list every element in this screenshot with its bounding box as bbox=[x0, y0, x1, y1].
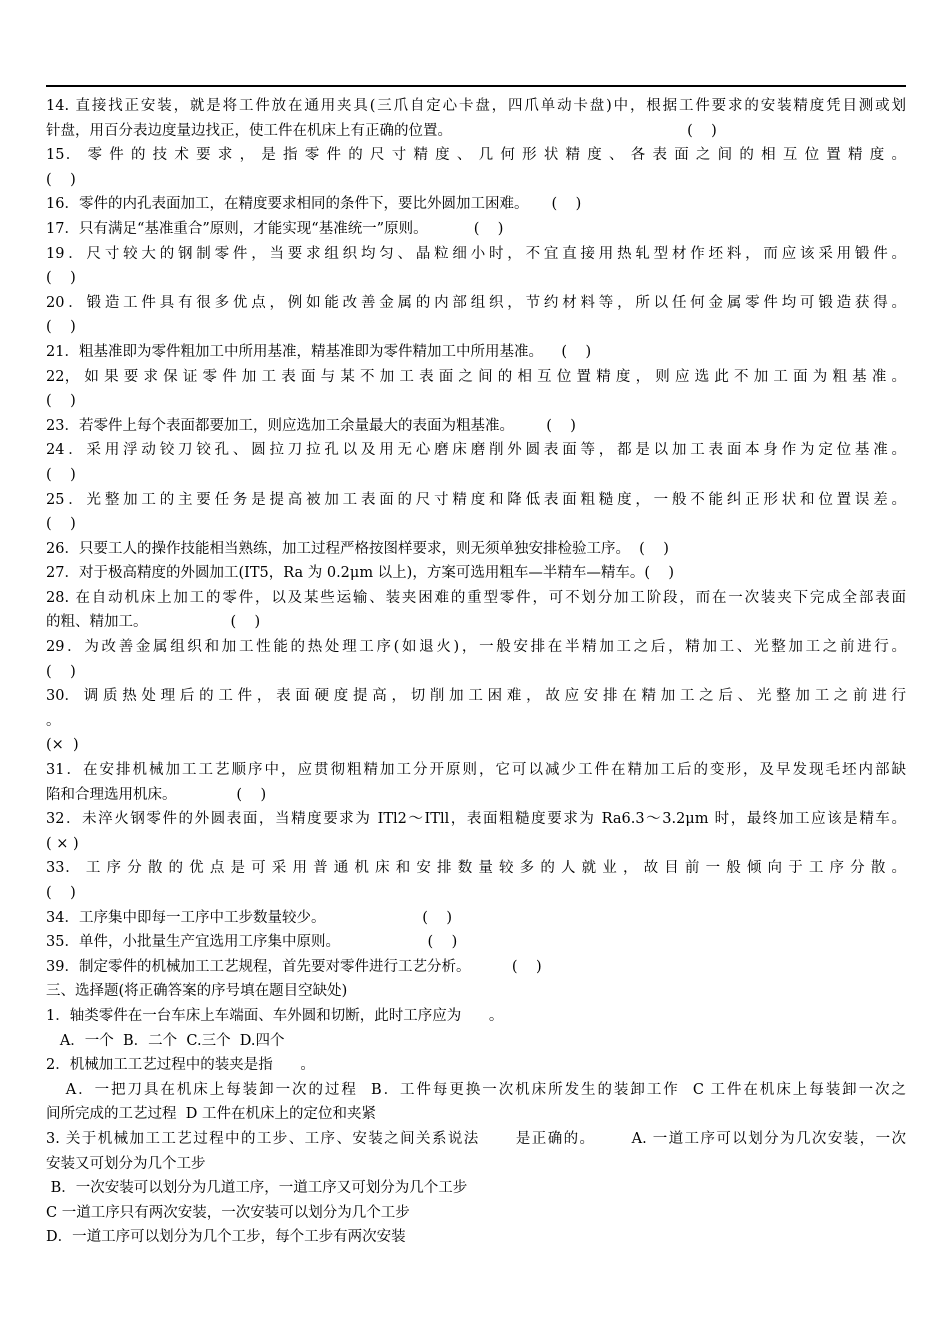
text-line: ( ) bbox=[46, 663, 76, 680]
text-line: 21．粗基准即为零件粗加工中所用基准，精基准即为零件精加工中所用基准。 ( ) bbox=[46, 343, 592, 360]
text-line: 24．采用浮动铰刀铰孔、圆拉刀拉孔以及用无心磨床磨削外圆表面等，都是以加工表面本身作为定位基准。 bbox=[46, 442, 906, 459]
text-line: 35．单件，小批量生产宜选用工序集中原则。 ( ) bbox=[46, 934, 458, 951]
text-line: C 一道工序只有两次安装，一次安装可以划分为几个工步 bbox=[46, 1204, 410, 1221]
text-line: 28. 在自动机床上加工的零件，以及某些运输、装夹困难的重型零件，可不划分加工阶段，而在一次装夹下完成全部表面 bbox=[46, 589, 906, 606]
text-line: ( ) bbox=[46, 270, 76, 287]
text-line: 15． 零 件 的 技 术 要 求 ， 是 指 零 件 的 尺 寸 精 度 、 几 何 形 状 精 度 、 各 表 面 之 间 的 相 互 位 置 精 度 。 bbox=[46, 147, 907, 164]
text-line: 23．若零件上每个表面都要加工，则应选加工余量最大的表面为粗基准。 ( ) bbox=[46, 417, 576, 434]
text-line: B．一次安装可以划分为几道工序，一道工序又可划分为几个工步 bbox=[46, 1180, 468, 1197]
text-line: 26．只要工人的操作技能相当熟练，加工过程严格按图样要求，则无须单独安排检验工序。 ( ) bbox=[46, 540, 669, 557]
text-line: 3. 关于机械加工工艺过程中的工步、工序、安装之间关系说法 是正确的。 A. 一道工序可以划分为几次安装，一次 bbox=[46, 1130, 906, 1147]
text-line: 安装又可划分为几个工步 bbox=[46, 1155, 206, 1172]
text-line: 间所完成的工艺过程 D 工件在机床上的定位和夹紧 bbox=[46, 1106, 376, 1123]
text-line: 1．轴类零件在一台车床上车端面、车外圆和切断，此时工序应为 。 bbox=[46, 1007, 504, 1024]
text-line: 的粗、精加工。 ( ) bbox=[46, 614, 261, 631]
text-line: D．一道工序可以划分为几个工步，每个工步有两次安装 bbox=[46, 1229, 406, 1246]
text-line: 20．锻造工件具有很多优点，例如能改善金属的内部组织，节约材料等，所以任何金属零件均可锻造获得。 bbox=[46, 294, 906, 311]
text-line: 25．光整加工的主要任务是提高被加工表面的尺寸精度和降低表面粗糙度，一般不能纠正形状和位置误差。 bbox=[46, 491, 906, 508]
text-line: 32．未淬火钢零件的外圆表面，当精度要求为 ITl2～ITll，表面粗糙度要求为 Ra6.3～3.2μm 时，最终加工应该是精车。 bbox=[46, 811, 906, 828]
text-line: A．一个 B．二个 C.三个 D.四个 bbox=[46, 1032, 285, 1049]
text-line: 14. 直接找正安装，就是将工件放在通用夹具(三爪自定心卡盘，四爪单动卡盘)中，根据工件要求的安装精度凭目测或划 bbox=[46, 98, 906, 114]
text-line: 30． 调 质 热 处 理 后 的 工 件 ， 表 面 硬 度 提 高 ， 切 削 加 工 困 难 ， 故 应 安 排 在 精 加 工 之 后 、 光 整 加 工 之 前 进 行 。 bbox=[46, 688, 911, 729]
text-line: 31．在安排机械加工工艺顺序中，应贯彻粗精加工分开原则，它可以减少工件在精加工后的变形，及早发现毛坯内部缺 bbox=[46, 762, 906, 779]
text-line: 三、选择题(将正确答案的序号填在题目空缺处) bbox=[46, 983, 348, 1000]
text-line: ( ) bbox=[46, 171, 76, 188]
text-line: ( ) bbox=[46, 466, 76, 483]
text-line: 29．为改善金属组织和加工性能的热处理工序(如退火)，一般安排在半精加工之后，精加工、光整加工之前进行。 bbox=[46, 639, 906, 656]
header-rule bbox=[46, 85, 906, 87]
question-list bbox=[46, 94, 911, 1250]
text-line: 19．尺寸较大的钢制零件，当要求组织均匀、晶粒细小时，不宜直接用热轧型材作坯料，而应该采用锻件。 bbox=[46, 245, 906, 262]
text-line: ( ) bbox=[46, 516, 76, 533]
text-line: 17．只有满足“基准重合”原则，才能实现“基准统一”原则。 ( ) bbox=[46, 220, 504, 237]
text-line: 34．工序集中即每一工序中工步数量较少。 ( ) bbox=[46, 909, 452, 926]
text-line: A．一把刀具在机床上每装卸一次的过程 B．工件每更换一次机床所发生的装卸工作 C 工件在机床上每装卸一次之 bbox=[46, 1081, 907, 1098]
text-line: 针盘，用百分表边度量边找正，使工件在机床上有正确的位置。 ( ) bbox=[46, 122, 717, 139]
text-line: ( ) bbox=[46, 319, 76, 336]
text-line: 39．制定零件的机械加工工艺规程，首先要对零件进行工艺分析。 ( ) bbox=[46, 958, 542, 975]
text-line: ( × ) bbox=[46, 835, 79, 852]
text-line: ( ) bbox=[46, 393, 76, 410]
text-line: 陷和合理选用机床。 ( ) bbox=[46, 786, 267, 803]
text-line: ( ) bbox=[46, 885, 76, 901]
text-line: 33． 工 序 分 散 的 优 点 是 可 采 用 普 通 机 床 和 安 排 数 量 较 多 的 人 就 业 ， 故 目 前 一 般 倾 向 于 工 序 分 散 。 bbox=[46, 860, 906, 877]
text-line: 27．对于极高精度的外圆加工(IT5，Ra 为 0.2μm 以上)，方案可选用粗车—半精车—精车。( ) bbox=[46, 565, 675, 582]
text-line: (× ) bbox=[46, 737, 79, 754]
text-line: 16．零件的内孔表面加工，在精度要求相同的条件下，要比外圆加工困难。 ( ) bbox=[46, 196, 582, 213]
text-line: 2．机械加工工艺过程中的装夹是指 。 bbox=[46, 1057, 315, 1074]
text-line: 22， 如 果 要 求 保 证 零 件 加 工 表 面 与 某 不 加 工 表 面 之 间 的 相 互 位 置 精 度 ， 则 应 选 此 不 加 工 面 为 粗 基 准 。 bbox=[46, 368, 906, 385]
